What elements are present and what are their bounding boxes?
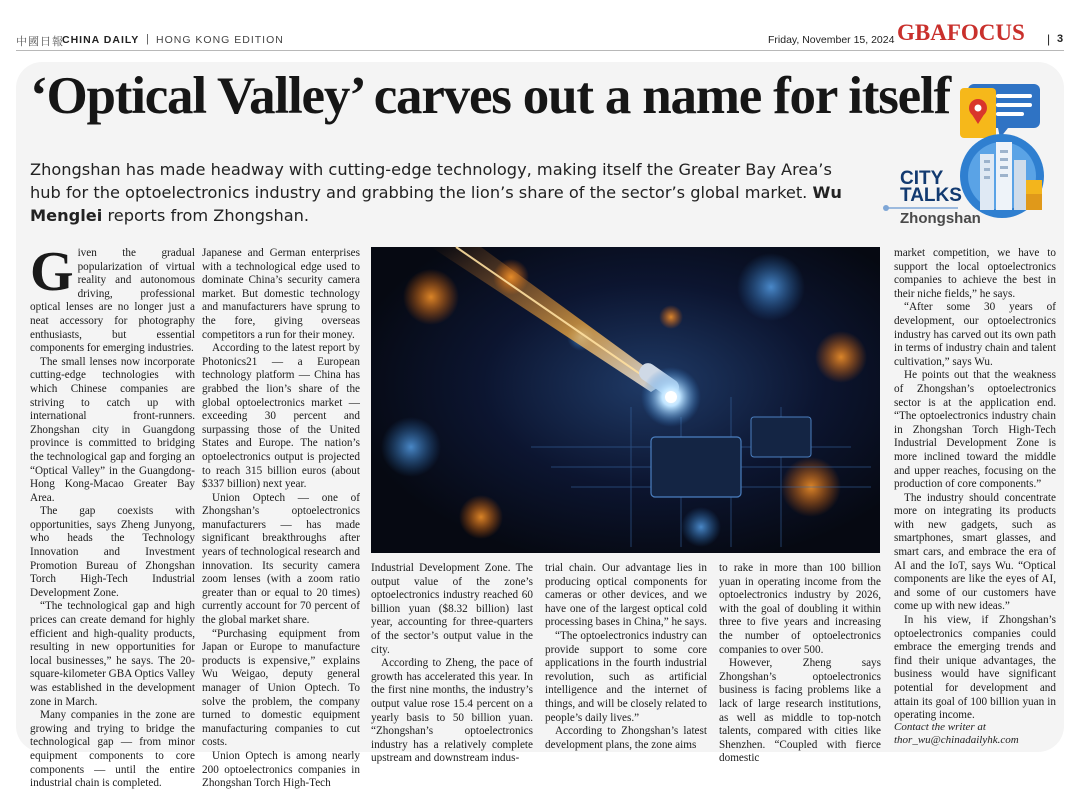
badge-place: Zhongshan	[900, 210, 981, 227]
paragraph: The small lenses now incorporate cutting-edge technologies with which Chinese companies are striving to catch up with international front-runners. Zhongshan city in Guangdong province is committed to bridging the technological gap and forging an “Optical Valley” in the Guangdong-Hong Kong-Macao Greater Bay Area.	[30, 355, 195, 504]
optical-fiber-photo	[371, 247, 880, 553]
edition-name: HONG KONG EDITION	[156, 34, 284, 46]
page-separator: |	[1047, 32, 1051, 46]
paragraph: In his view, if Zhongshan’s optoelectronics companies could embrace the emerging trends and find their unique advantages, the business would have significant potential for development and attain its goal of 100 billion yuan in operating income.	[894, 614, 1056, 722]
column-6	[894, 247, 1056, 723]
section-title: GBAFOCUS	[897, 20, 1025, 45]
paper-name: CHINA DAILY	[62, 34, 140, 46]
paragraph: “Purchasing equipment from Japan or Europe to manufacture products is expensive,” explains Wu Weigao, deputy general manager of Union Optech. To solve the problem, the company turned to domestic equipment manufacturing companies to cut costs.	[202, 627, 360, 749]
contact-label: Contact the writer at	[894, 721, 986, 733]
paragraph: He points out that the weakness of Zhongshan’s optoelectronics sector is at the application end. “The optoelectronics industry chain in Zhongshan Torch High-Tech Industrial Development Zone is more inclined toward the middle and upper reaches, focusing on the production of core components.”	[894, 369, 1056, 491]
paragraph: trial chain. Our advantage lies in producing optical components for cameras or other devices, and we have one of the largest optical cold processing bases in China,” he says.	[545, 562, 707, 629]
deck-suffix: reports from Zhongshan.	[107, 206, 310, 225]
paragraph: “After some 30 years of development, our optoelectronics industry has carved out its own path in terms of industry chain and talent cultivation,” says Wu.	[894, 301, 1056, 368]
article-photo	[371, 247, 880, 553]
deck-text: Zhongshan has made headway with cutting-edge technology, making itself the Greater Bay Area’s hub for the optoelectronics industry and grabbing the lion’s share of the sector’s global market.	[30, 160, 832, 202]
paragraph: Union Optech — one of Zhongshan’s optoelectronics manufacturers — has made significant breakthroughs after years of technological research and innovation. Its security camera zoom lenses (with a zoom ratio greater than or equal to 20 times) currently account for 70 percent of the global market share.	[202, 491, 360, 627]
paragraph: The industry should concentrate more on integrating its products with new gadgets, such as smartphones, smart glasses, and smart cars, and embrace the era of AI and the IoT, says Wu. “Optical components are like the eyes of AI, and some of our customers have come up with new ideas.”	[894, 491, 1056, 613]
page-number: 3	[1057, 33, 1064, 45]
paragraph: Many companies in the zone are growing and trying to bridge the technological gap — from minor equipment components to core components — until the entire industrial chain is completed.	[30, 709, 195, 790]
paragraph: market competition, we have to support the local optoelectronics companies to achieve the best in their niche fields,” he says.	[894, 247, 1056, 300]
paragraph: According to Zheng, the pace of growth has accelerated this year. In the first nine months, the industry’s output value rose 15.4 percent on a yearly basis to 50 billion yuan. “Zhongshan’s optoelectronics industry has a relatively complete upstream and downstream indus-	[371, 657, 533, 765]
badge-talks: TALKS	[900, 185, 962, 206]
drop-cap: G	[30, 241, 74, 303]
paragraph: “The optoelectronics industry can provide support to some core applications in the fourth industrial revolution, such as artificial intelligence and the internet of things, and will be closely related to people’s daily lives.”	[545, 629, 707, 724]
column-5	[719, 562, 881, 766]
city-talks-badge	[880, 76, 1060, 236]
paragraph: Industrial Development Zone. The output value of the zone’s optoelectronics industry reached 60 billion yuan ($8.32 billion) last year, accounting for three-quarters of the sector’s output value in the city.	[371, 562, 533, 656]
column-2	[202, 247, 360, 791]
contact-email[interactable]: thor_wu@chinadailyhk.com	[894, 734, 1019, 746]
paragraph: Union Optech is among nearly 200 optoelectronics companies in Zhongshan Torch High-Tech	[202, 749, 360, 790]
paragraph: “The technological gap and high prices can create demand for highly efficient and high-quality products, resulting in new opportunities for local businesses,” he says. The 20-square-kilometer GBA Optics Valley was established in the development zone in March.	[30, 600, 195, 708]
contact-info	[894, 721, 1019, 747]
headline: ‘Optical Valley’ carves out a name for itself	[30, 67, 950, 125]
paragraph: The gap coexists with opportunities, says Zheng Junyong, who heads the Technology Innovation and Investment Promotion Bureau of Zhongshan Torch High-Tech Industrial Development Zone.	[30, 505, 195, 599]
paragraph: However, Zheng says Zhongshan’s optoelectronics business is facing problems like a lack of large research institutions, as well as middle to top-notch talents, compared with cities like Shenzhen. “Coupled with fierce domestic	[719, 657, 881, 765]
paragraph: to rake in more than 100 billion yuan in operating income from the optoelectronics industry by 2026, with the goal of doubling it within three to five years and increasing the number of optoelectronics companies to over 500.	[719, 562, 881, 656]
paragraph: According to Zhongshan’s latest development plans, the zone aims	[545, 725, 707, 751]
masthead-logo: 中國日報	[16, 35, 64, 48]
deck	[30, 158, 850, 227]
masthead-separator: |	[146, 33, 149, 45]
masthead	[0, 0, 1080, 58]
column-3	[371, 562, 533, 766]
badge-city: CITY	[900, 168, 944, 189]
paragraph: Given the gradual popularization of virtual reality and autonomous driving, professional optical lenses are no longer just a neat accessory for photography enthusiasts, but essential components for emerging industries.	[30, 241, 195, 355]
paragraph: According to the latest report by Photonics21 — a European technology platform — China has grabbed the lion’s share of the global optoelectronics market — exceeding 30 percent and surpassing those of the United States and Europe. The nation’s optoelectronics output is projected to reach 315 billion euros (about $337 billion) next year.	[202, 342, 360, 491]
paragraph: Japanese and German enterprises with a technological edge used to dominate China’s security camera market. But domestic technology and manufacturers have sprung to the fore, giving overseas competitors a run for their money.	[202, 247, 360, 341]
column-1	[30, 241, 195, 791]
deck-author: Wu Menglei	[30, 183, 842, 225]
issue-date: Friday, November 15, 2024	[768, 34, 895, 46]
masthead-rule	[16, 50, 1064, 51]
column-4	[545, 562, 707, 752]
